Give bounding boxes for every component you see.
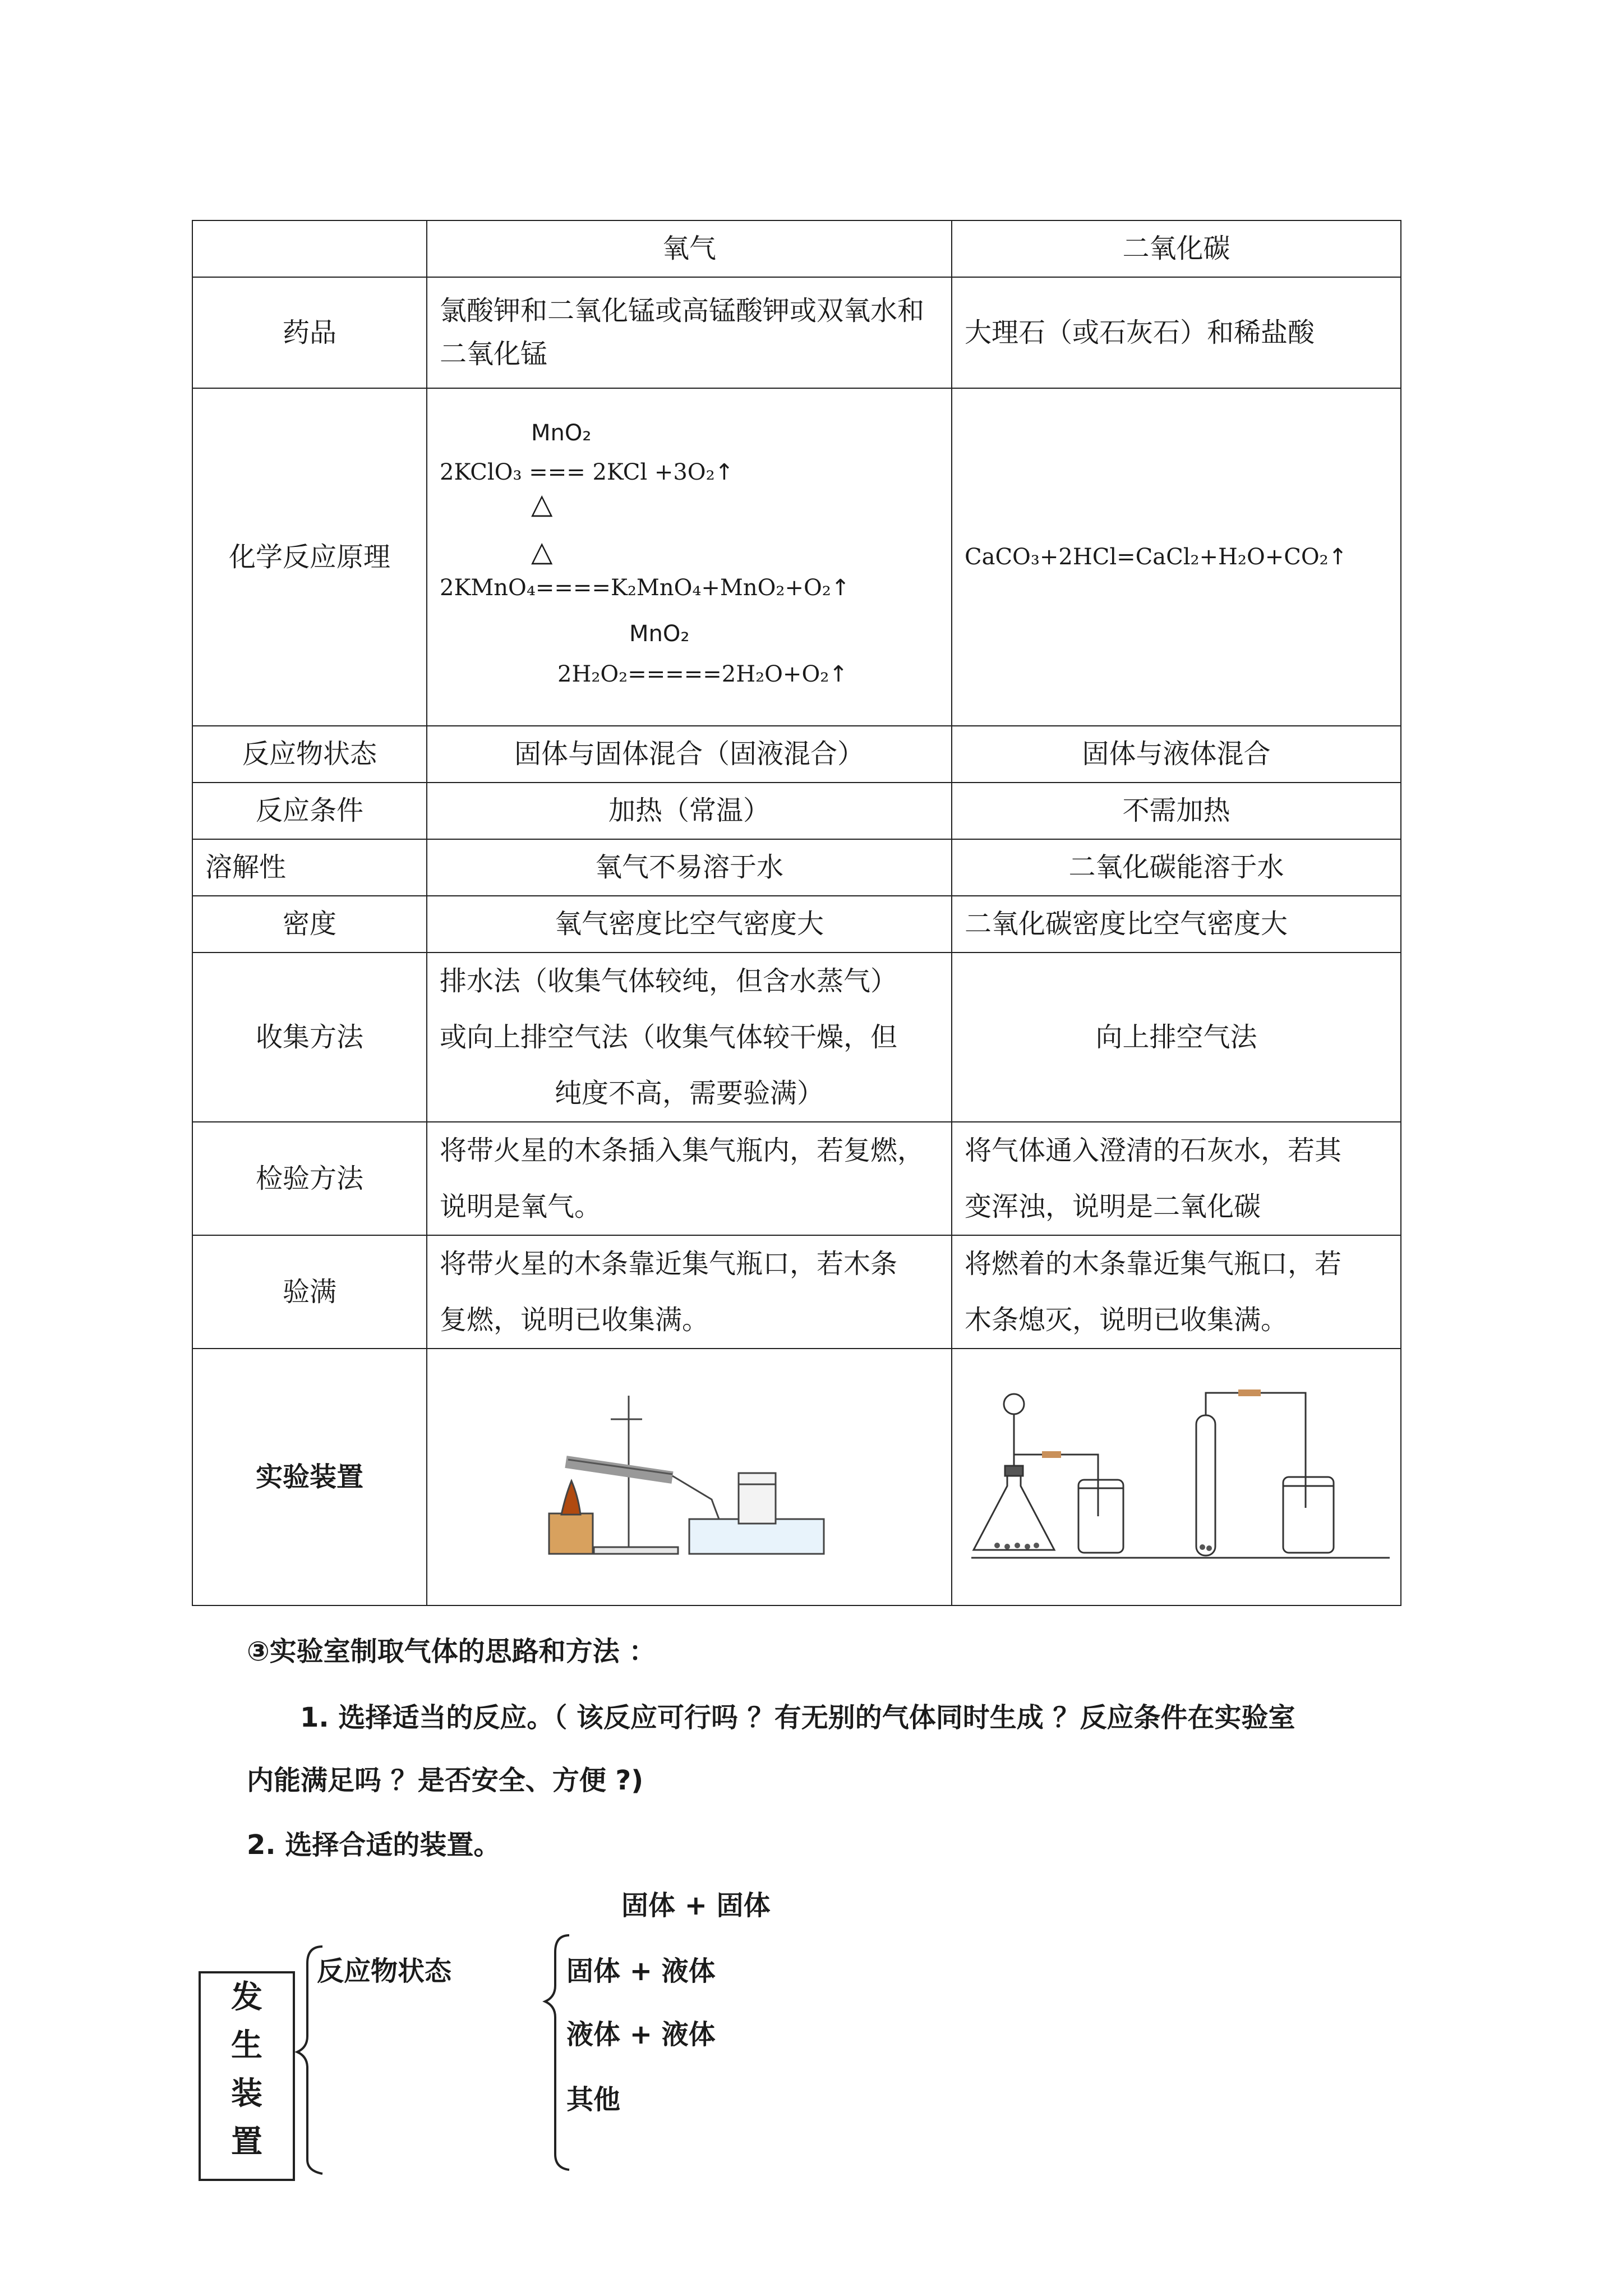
gas-comparison-table [192,220,1401,1606]
eq1: 2KClO₃ === 2KCl +3O₂↑ [440,459,734,485]
row-state [192,726,1401,783]
heat-triangle-icon: △ [531,535,553,568]
row-label: 反应物状态 [192,726,427,783]
oxygen-condition: 加热（常温） [427,783,952,839]
row-label: 检验方法 [192,1122,427,1235]
row-label: 溶解性 [192,839,427,896]
eq2: 2KMnO₄====K₂MnO₄+MnO₂+O₂↑ [440,575,850,601]
item1-line1: 1. 选择适当的反应。（ 该反应可行吗 ？有无别的气体同时生成 ？反应条件在实验室 [300,1702,1295,1733]
co2-apparatus-illustration [958,1382,1395,1572]
row-collect [192,953,1401,1122]
co2-collect: 向上排空气法 [952,953,1401,1122]
header-carbon-dioxide: 二氧化碳 [952,220,1401,277]
header-empty-cell [192,220,427,277]
oxygen-apparatus-illustration [543,1384,835,1570]
co2-density: 二氧化碳密度比空气密度大 [952,896,1401,953]
row-condition [192,783,1401,839]
co2-full-check: 将燃着的木条靠近集气瓶口，若 木条熄灭，说明已收集满。 [952,1235,1401,1349]
oxygen-collect: 排水法（收集气体较纯，但含水蒸气） 或向上排空气法（收集气体较干燥，但 纯度不高，需要验满） [427,953,952,1122]
option-2: 固体 + 液体 [566,1955,716,1987]
eq3-catalyst: MnO₂ [629,621,690,647]
row-apparatus [192,1349,1401,1605]
row-label: 密度 [192,896,427,953]
oxygen-full-check: 将带火星的木条靠近集气瓶口，若木条 复燃，说明已收集满。 [427,1235,952,1349]
row-solubility [192,839,1401,896]
oxygen-equations [427,388,952,726]
item1-line2: 内能满足吗 ？是否安全、方便 ?) [247,1765,644,1796]
row-density [192,896,1401,953]
oxygen-solubility: 氧气不易溶于水 [427,839,952,896]
row-principle [192,388,1401,726]
option-1: 固体 + 固体 [621,1890,771,1921]
eq3: 2H₂O₂=====2H₂O+O₂↑ [557,661,848,687]
oxygen-test: 将带火星的木条插入集气瓶内，若复燃， 说明是氧气。 [427,1122,952,1235]
co2-equation: CaCO₃+2HCl=CaCl₂+H₂O+CO₂↑ [952,388,1401,726]
option-3: 液体 + 液体 [566,2019,716,2050]
generator-box: 发 生 装 置 [199,1971,295,2181]
row-label: 药品 [192,277,427,388]
co2-apparatus [952,1349,1401,1605]
item2: 2. 选择合适的装置。 [247,1829,501,1861]
section-heading: ③实验室制取气体的思路和方法 ： [247,1636,656,1667]
co2-condition: 不需加热 [952,783,1401,839]
row-full-check [192,1235,1401,1349]
row-drugs [192,277,1401,388]
oxygen-drugs: 氯酸钾和二氧化锰或高锰酸钾或双氧水和二氧化锰 [427,277,952,388]
header-oxygen: 氧气 [427,220,952,277]
row-label: 实验装置 [192,1349,427,1605]
oxygen-state: 固体与固体混合（固液混合） [427,726,952,783]
heat-triangle-icon: △ [531,487,553,520]
co2-state: 固体与液体混合 [952,726,1401,783]
oxygen-density: 氧气密度比空气密度大 [427,896,952,953]
row-label: 验满 [192,1235,427,1349]
row-label: 收集方法 [192,953,427,1122]
option-4: 其他 [566,2084,621,2115]
co2-test: 将气体通入澄清的石灰水，若其 变浑浊，说明是二氧化碳 [952,1122,1401,1235]
row-test [192,1122,1401,1235]
co2-drugs: 大理石（或石灰石）和稀盐酸 [952,277,1401,388]
table-header-row [192,220,1401,277]
row-label: 反应条件 [192,783,427,839]
oxygen-apparatus [427,1349,952,1605]
row-label: 化学反应原理 [192,388,427,726]
co2-solubility: 二氧化碳能溶于水 [952,839,1401,896]
eq1-catalyst: MnO₂ [531,420,592,446]
branch-label: 反应物状态 [317,1955,452,1987]
